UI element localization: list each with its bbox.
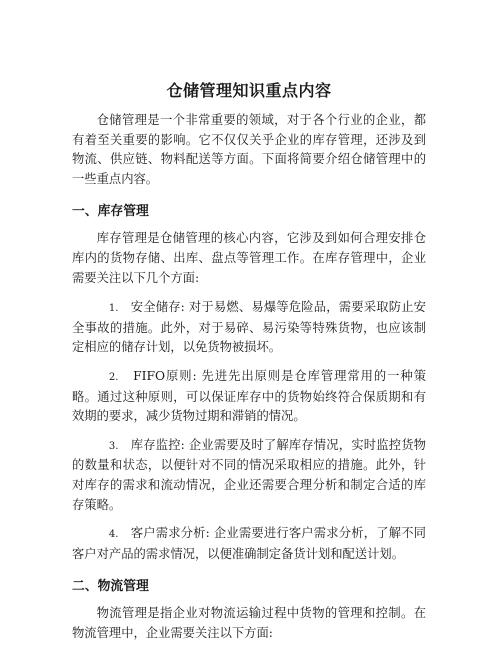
list-item-number: 2. [108, 371, 119, 383]
list-item-text: FIFO原则: 先进先出原则是仓库管理常用的一种策略。通过这种原则，可以保证库存中的货物始终符合保质期和有效期的要求，减少货物过期和滞销的情况。 [72, 368, 426, 424]
list-item [72, 298, 426, 358]
list-item-number: 4. [108, 529, 119, 541]
list-item-number: 1. [108, 303, 119, 315]
intro-paragraph: 仓储管理是一个非常重要的领域，对于各个行业的企业，都有着至关重要的影响。它不仅仅关乎企业的库存管理，还涉及到物流、供应链、物料配送等方面。下面将简要介绍仓储管理中的一些重点内容。 [72, 113, 426, 186]
list-item-text: 安全储存: 对于易燃、易爆等危险品，需要采取防止安全事故的措施。此外，对于易碎、易污染等特殊货物，也应该制定相应的储存计划，以免货物被损坏。 [72, 300, 426, 355]
list-item-number: 3. [108, 440, 119, 452]
inventory-points-list [72, 298, 426, 564]
list-item-text: 库存监控: 企业需要及时了解库存情况，实时监控货物的数量和状态，以便针对不同的情况采取相应的措施。此外，针对库存的需求和流动情况，企业还需要合理分析和制定合适的库存策略。 [72, 437, 426, 512]
section-paragraph-inventory: 库存管理是仓储管理的核心内容，它涉及到如何合理安排仓库内的货物存储、出库、盘点等管理工作。在库存管理中，企业需要关注以下几个方面: [72, 231, 426, 285]
section-heading-inventory: 一、库存管理 [72, 204, 149, 220]
document-title: 仓储管理知识重点内容 [166, 81, 332, 100]
section-paragraph-logistics: 物流管理是指企业对物流运输过程中货物的管理和控制。在物流管理中，企业需要关注以下方面: [72, 606, 426, 640]
list-item [72, 436, 426, 515]
list-item-text: 客户需求分析: 企业需要进行客户需求分析，了解不同客户对产品的需求情况，以便准确制定备货计划和配送计划。 [72, 526, 426, 561]
section-heading-logistics: 二、物流管理 [72, 579, 149, 595]
list-item [72, 367, 426, 427]
list-item [72, 524, 426, 564]
